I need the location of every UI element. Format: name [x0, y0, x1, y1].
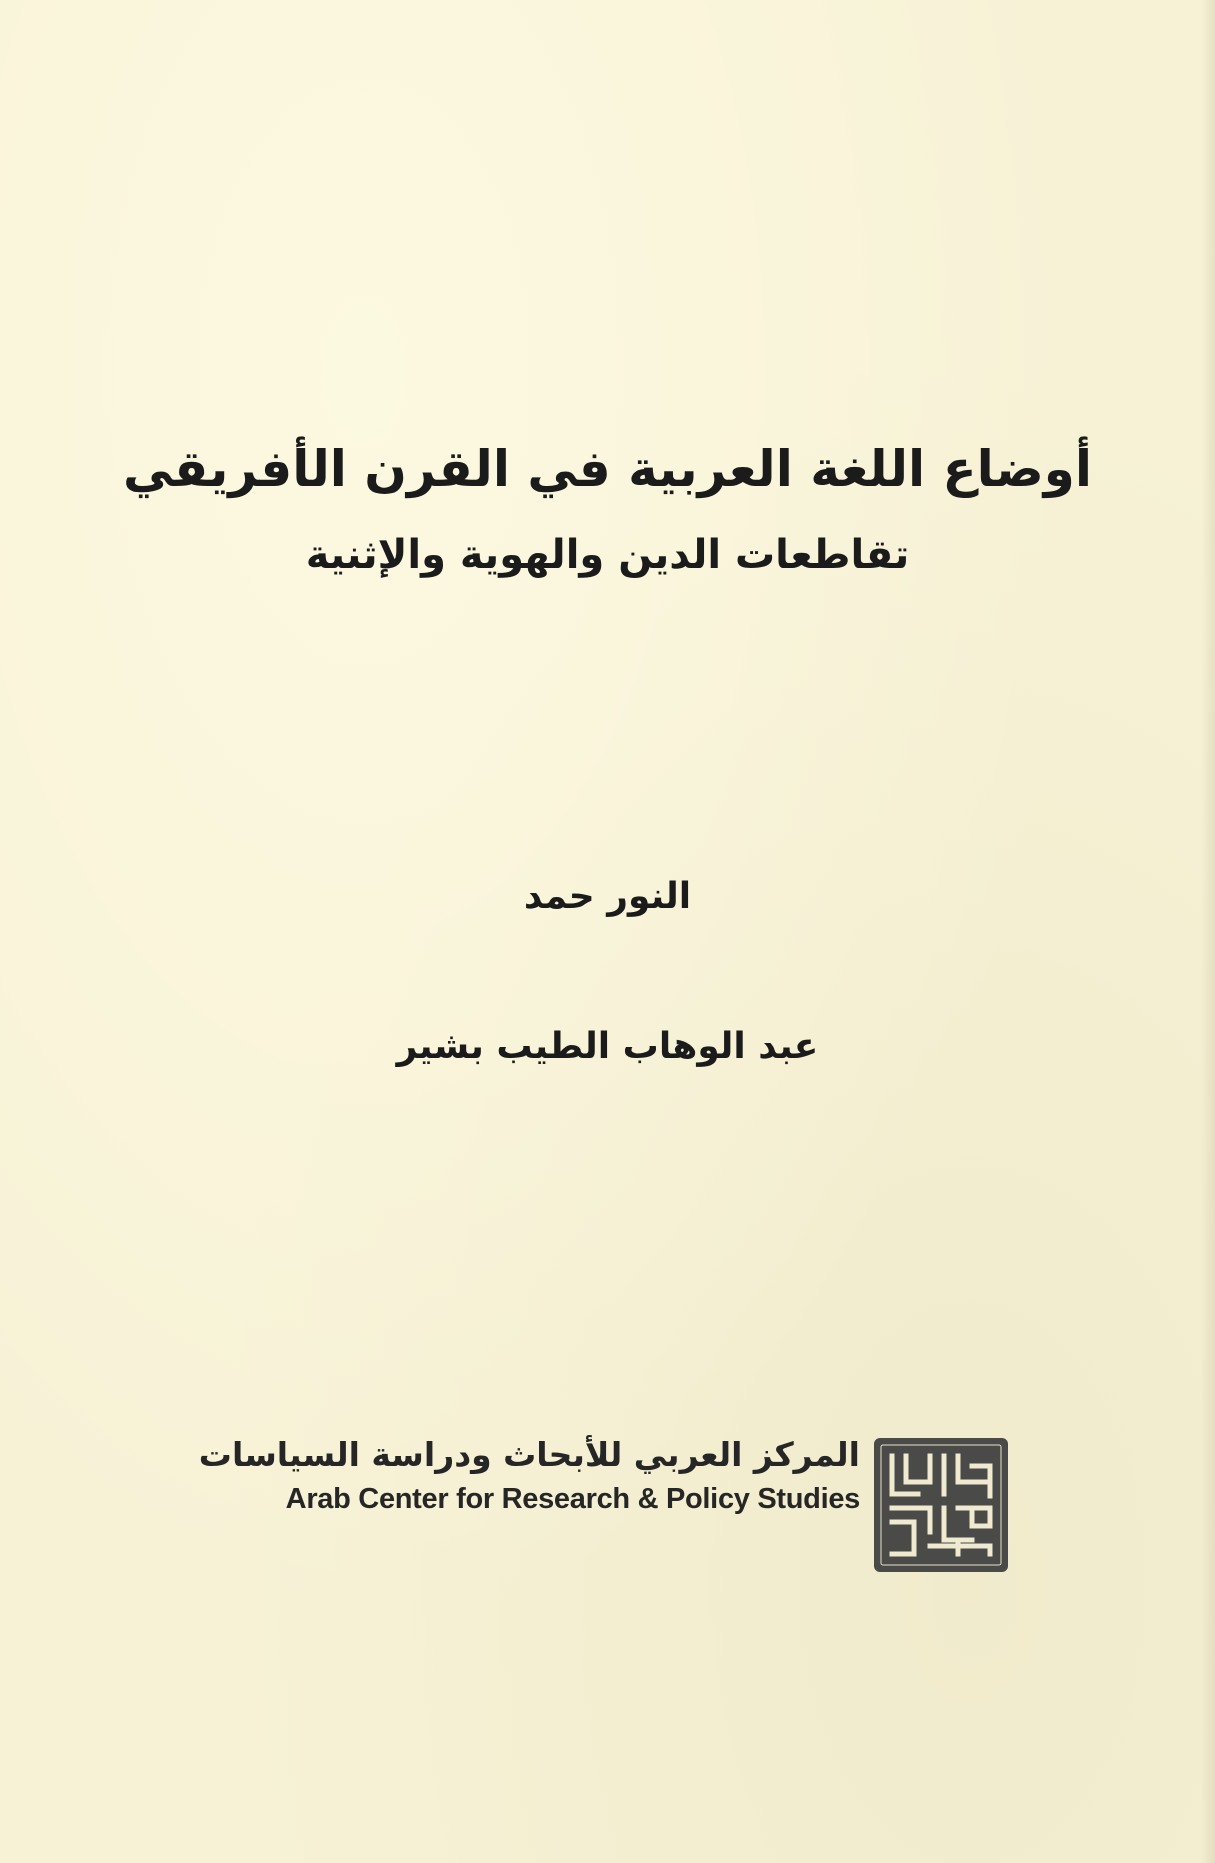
publisher-name-arabic: المركز العربي للأبحاث ودراسة السياسات [198, 1435, 860, 1474]
page-edge-shadow [1201, 0, 1215, 1863]
publisher-block [198, 1432, 860, 1520]
author-name-1: النور حمد [523, 876, 692, 917]
publisher-name-english: Arab Center for Research & Policy Studies [285, 1483, 860, 1515]
acrps-calligraphic-logo-icon [872, 1436, 1010, 1574]
book-title: أوضاع اللغة العربية في القرن الأفريقي [123, 440, 1092, 498]
book-subtitle: تقاطعات الدين والهوية والإثنية [305, 532, 910, 578]
author-name-2: عبد الوهاب الطيب بشير [396, 1026, 819, 1067]
